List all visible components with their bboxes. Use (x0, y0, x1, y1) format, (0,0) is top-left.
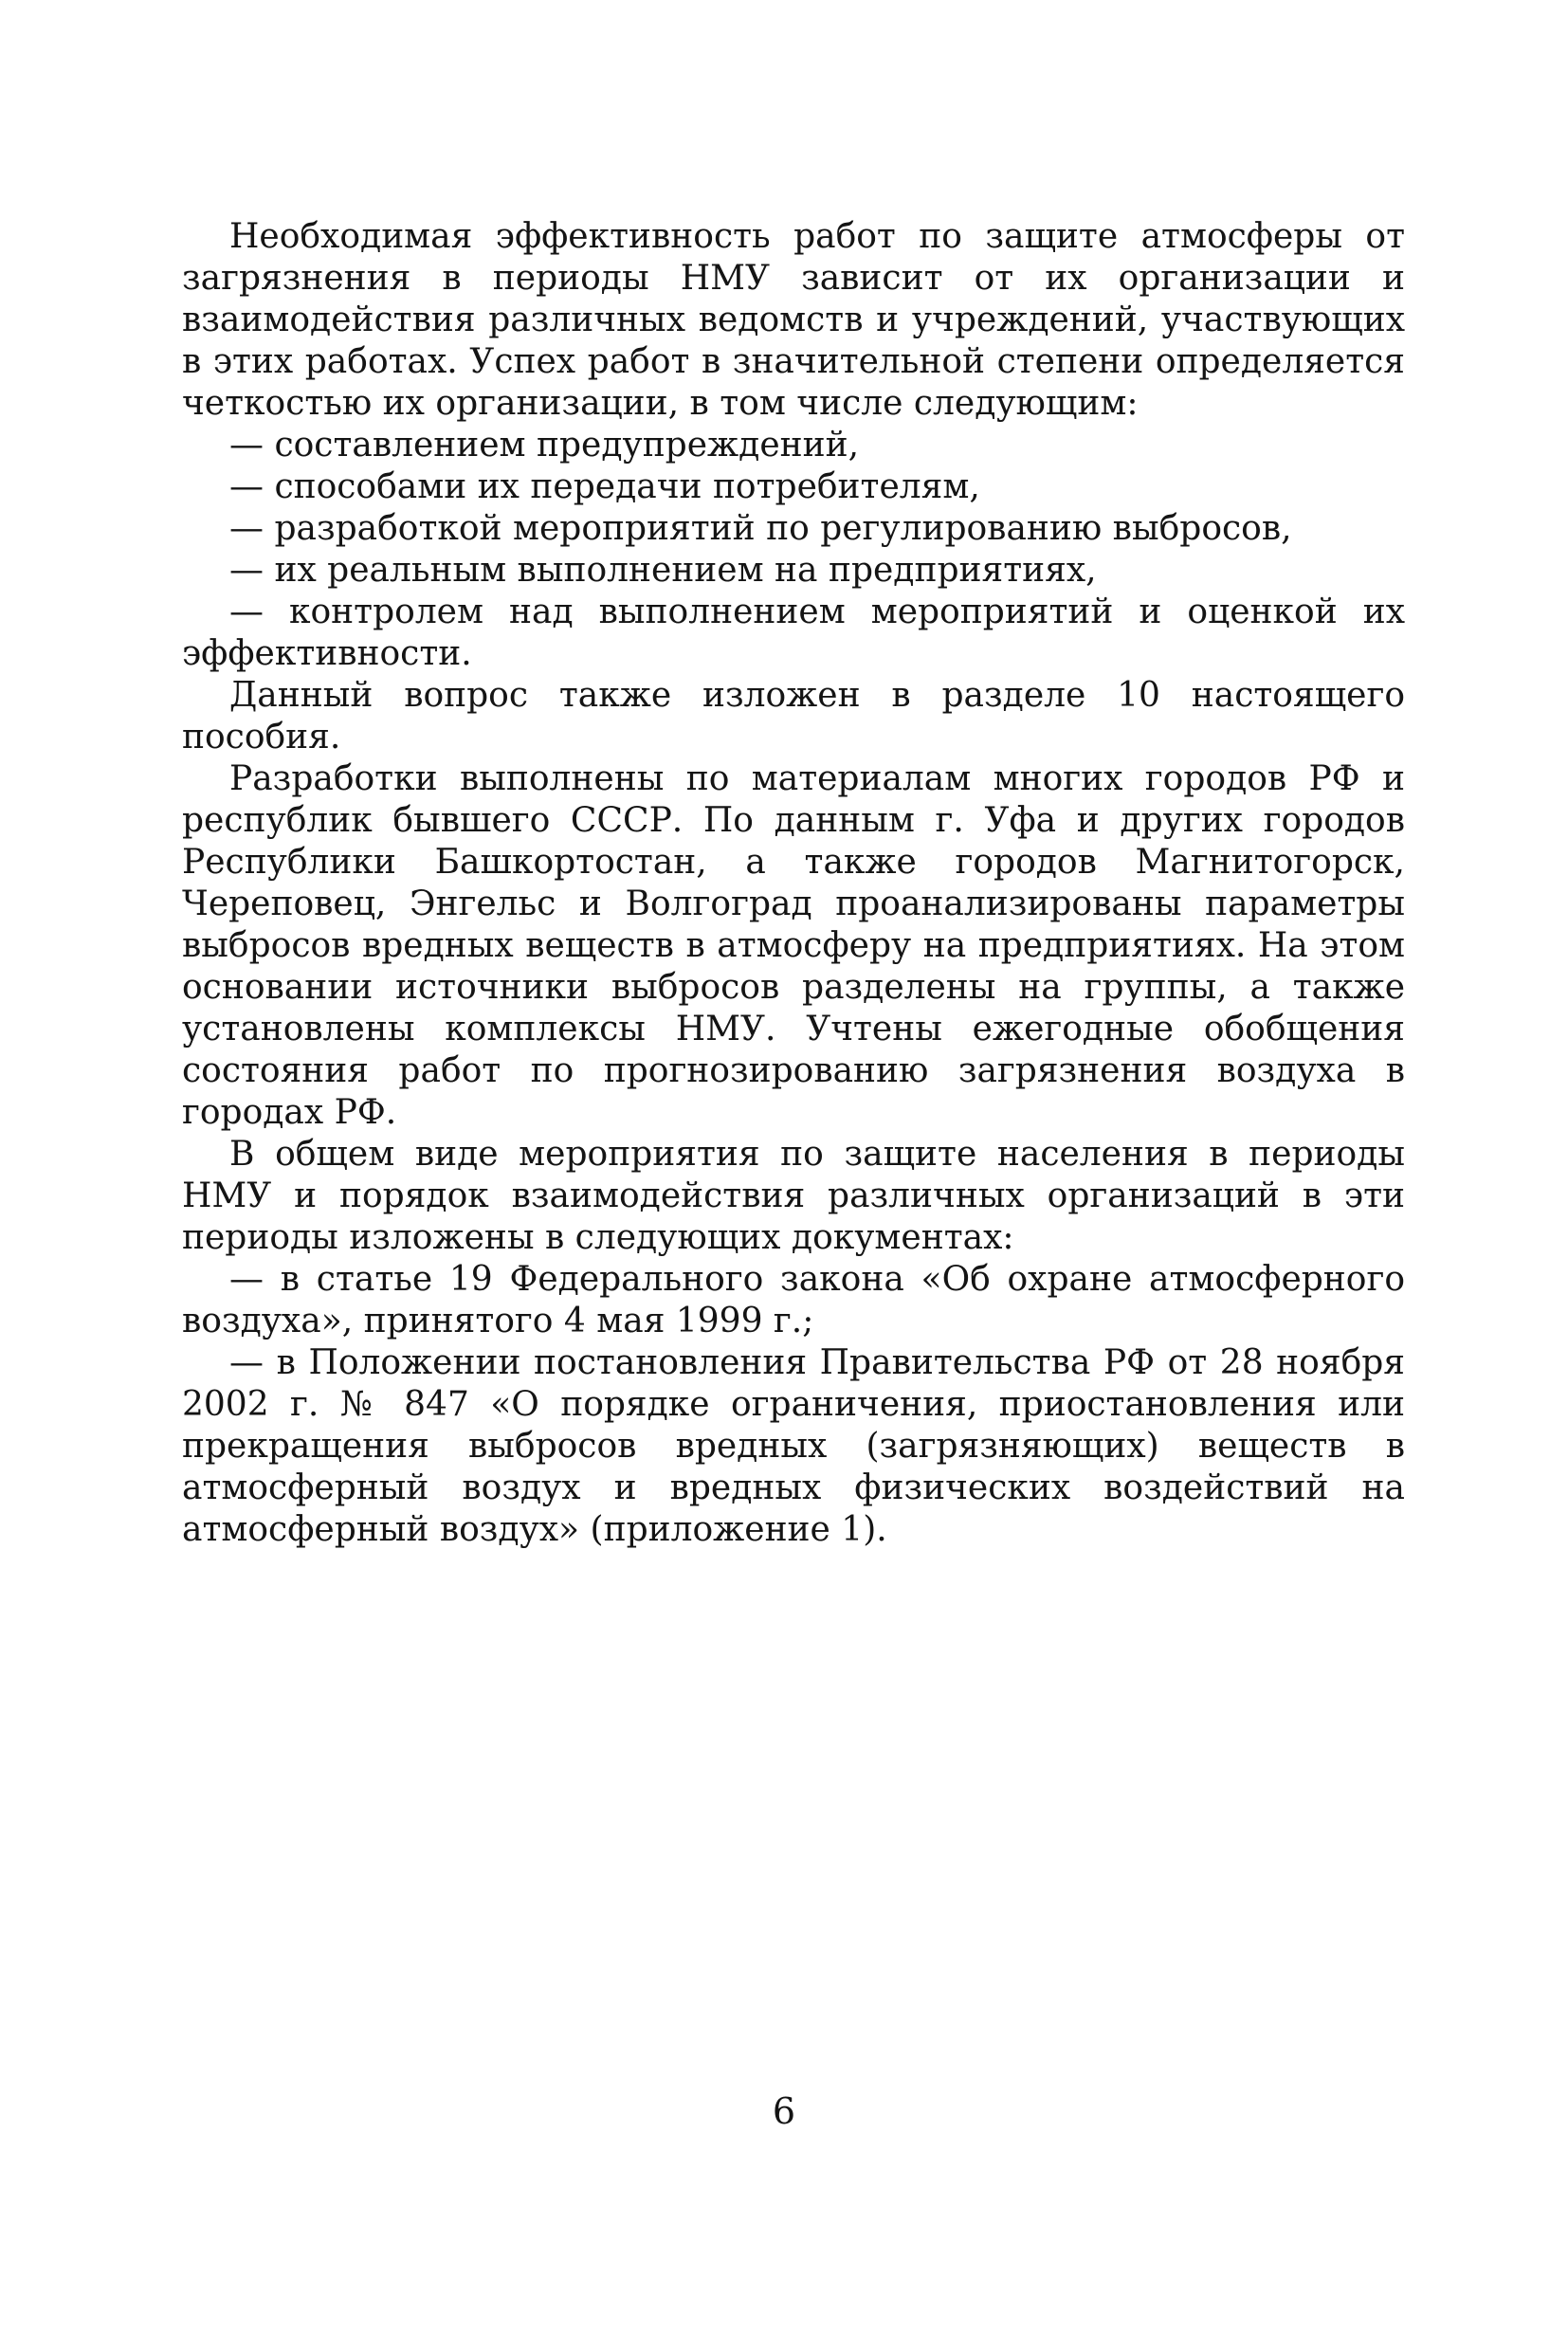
list-item-government-resolution: — в Положении постановления Правительства РФ от 28 ноября 2002 г. № 847 «О порядке ограничения, приостановления или прекращения выбросов вредных (загрязняющих) веществ в атмосферный воздух и вредных физических воздействий на атмосферный воздух» (приложение 1). (182, 1343, 1405, 1549)
list-item-warnings: — составлением предупреждений, (229, 426, 860, 465)
list-item-transmission: — способами их передачи потребителям, (229, 467, 980, 506)
list-item-control: — контролем над выполнением мероприятий и оценкой их эффективности. (182, 593, 1405, 673)
page-number: 6 (772, 2090, 796, 2132)
paragraph-intro: Необходимая эффективность работ по защите атмосферы от загрязнения в периоды НМУ зависит от их организации и взаимодействия различных ведомств и учреждений, участвующих в этих работах. Успех работ в значительной степени определяется четкостью их организации, в том числе следующим: (182, 217, 1405, 423)
list-item-federal-law: — в статье 19 Федерального закона «Об охране атмосферного воздуха», принятого 4 мая 1999 г.; (182, 1260, 1405, 1340)
list-item-measures: — разработкой мероприятий по регулированию выбросов, (229, 509, 1292, 548)
paragraph-documents: В общем виде мероприятия по защите населения в периоды НМУ и порядок взаимодействия различных организаций в эти периоды изложены в следующих документах: (182, 1135, 1405, 1257)
list-item-execution: — их реальным выполнением на предприятиях, (229, 551, 1097, 590)
paragraph-materials: Разработки выполнены по материалам многих городов РФ и республик бывшего СССР. По данным г. Уфа и других городов Республики Башкортостан, а также городов Магнитогорск, Череповец, Энгельс и Волгоград проанализированы параметры выбросов вредных веществ в атмосферу на предприятиях. На этом основании источники выбросов разделены на группы, а также установлены комплексы НМУ. Учтены ежегодные обобщения состояния работ по прогнозированию загрязнения воздуха в городах РФ. (182, 759, 1405, 1132)
body-text (182, 216, 1405, 1551)
paragraph-section-reference: Данный вопрос также изложен в разделе 10 настоящего пособия. (182, 676, 1405, 757)
